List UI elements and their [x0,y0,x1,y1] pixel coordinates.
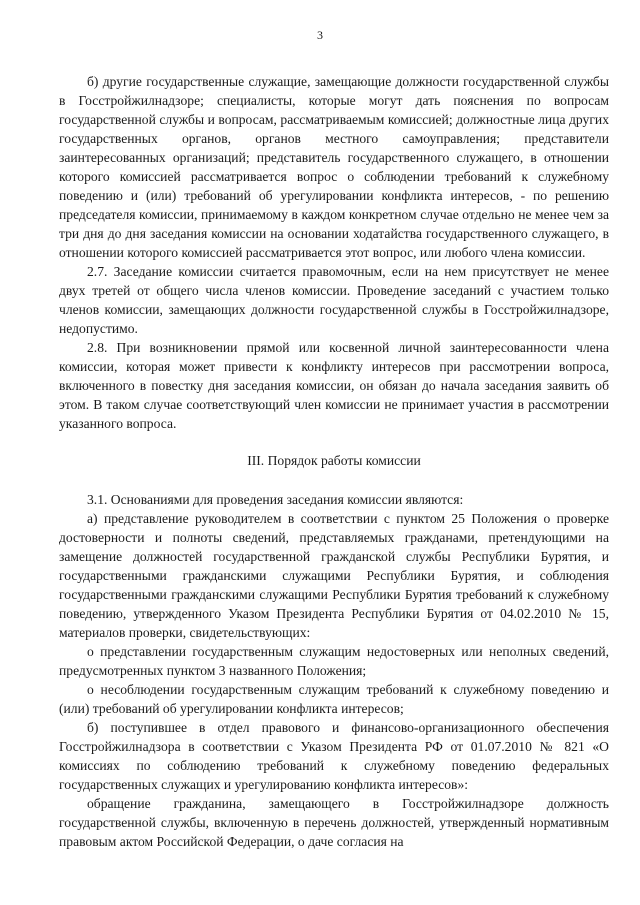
paragraph-2-8: 2.8. При возникновении прямой или косвенной личной заинтересованности члена комиссии, которая может привести к конфликту интересов при рассмотрении вопроса, включенного в повестку дня заседания комиссии, он обязан до начала заседания заявить об этом. В таком случае соответствующий член комиссии не принимает участия в рассмотрении указанного вопроса. [59,340,609,431]
page-number: 3 [317,28,323,42]
paragraph-3-1b: б) поступившее в отдел правового и финансово-организационного обеспечения Госстройжилнадзора в соответствии с Указом Президента РФ от 01.07.2010 № 821 «О комиссиях по соблюдению требований к служебному поведению федеральных государственных служащих и урегулированию конфликта интересов»: [59,720,609,792]
document-body [59,72,609,851]
paragraph-3-1b-item-1: обращение гражданина, замещающего в Госстройжилнадзоре должность государственной службы, включенную в перечень должностей, утвержденный нормативным правовым актом Российской Федерации, о даче согласия на [59,796,609,849]
paragraph-3-1a: а) представление руководителем в соответствии с пунктом 25 Положения о проверке достоверности и полноты сведений, представляемых гражданами, претендующими на замещение должностей государственной гражданской службы Республики Бурятия, и государственными гражданскими служащими Республики Бурятия, и соблюдения государственными гражданскими служащими Республики Бурятия требований к служебному поведению, утвержденного Указом Президента Республики Бурятия от 04.02.2010 № 15, материалов проверки, свидетельствующих: [59,511,609,640]
paragraph-3-1a-item-2: о несоблюдении государственным служащим требований к служебному поведению и (или) требований об урегулировании конфликта интересов; [59,682,609,716]
paragraph-2-7: 2.7. Заседание комиссии считается правомочным, если на нем присутствует не менее двух третей от общего числа членов комиссии. Проведение заседаний с участием только членов комиссии, замещающих должности государственной службы в Госстройжилнадзоре, недопустимо. [59,264,609,336]
section-heading: III. Порядок работы комиссии [247,453,421,468]
paragraph-3-1a-item-1: о представлении государственным служащим недостоверных или неполных сведений, предусмотренных пунктом 3 названного Положения; [59,644,609,678]
paragraph-2-6b: б) другие государственные служащие, замещающие должности государственной службы в Госстройжилнадзоре; специалисты, которые могут дать пояснения по вопросам государственной службы и вопросам, рассматриваемым комиссией; должностные лица других государственных органов, органов местного самоуправления; представители заинтересованных организаций; представитель государственного служащего, в отношении которого комиссией рассматривается вопрос о соблюдении требований к служебному поведению и (или) требований об урегулировании конфликта интересов, - по решению председателя комиссии, принимаемому в каждом конкретном случае отдельно не менее чем за три дня до дня заседания комиссии на основании ходатайства государственного служащего, в отношении которого комиссией рассматривается этот вопрос, или любого члена комиссии. [59,74,609,260]
paragraph-3-1: 3.1. Основаниями для проведения заседания комиссии являются: [87,492,464,507]
